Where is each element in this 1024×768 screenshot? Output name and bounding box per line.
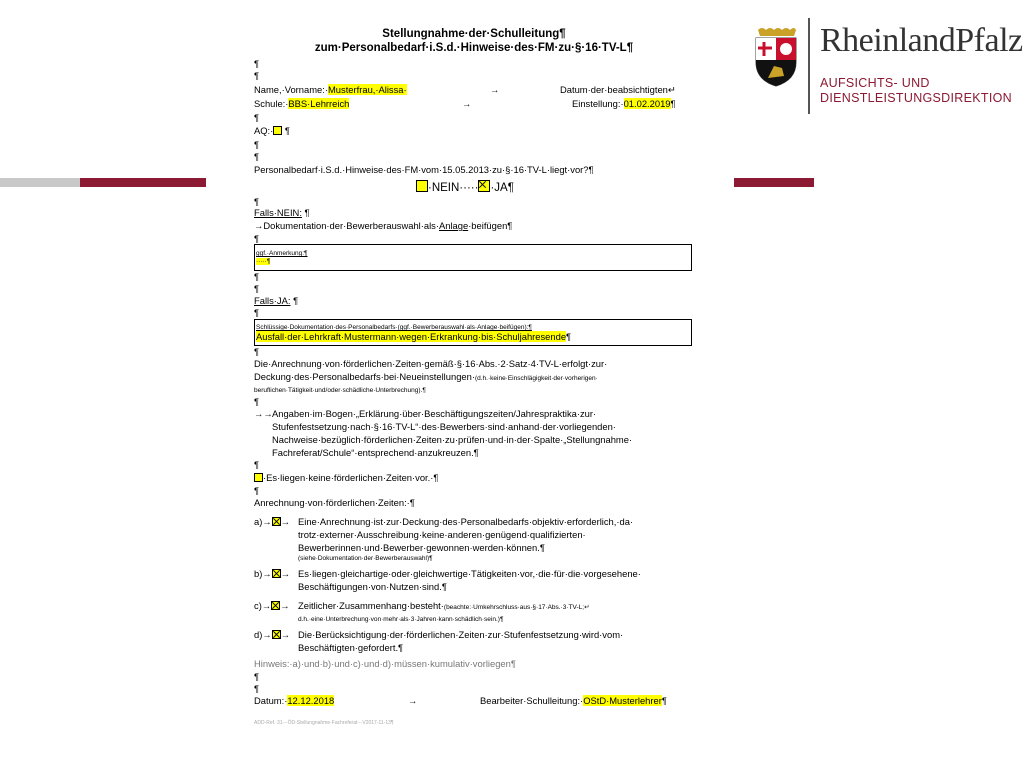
aq-row bbox=[254, 125, 290, 137]
hinweis-text: Hinweis:·a)·und·b)·und·c)·und·d)·müssen·kumulativ·vorliegen¶ bbox=[254, 658, 516, 669]
tab-arrow: → bbox=[490, 84, 500, 95]
item-d-line2: Beschäftigten·gefordert.¶ bbox=[298, 642, 404, 653]
anrechnung-line2-text: Deckung·des·Personalbedarfs·bei·Neueinstellungen· bbox=[254, 371, 475, 382]
schule-row bbox=[254, 98, 349, 110]
datum-row bbox=[254, 695, 334, 707]
bearbeiter-value[interactable]: OStD·Musterlehrer bbox=[583, 695, 662, 706]
coat-of-arms-icon bbox=[752, 26, 800, 88]
anmerkung-placeholder: ·····¶ bbox=[256, 258, 271, 265]
item-d-marker bbox=[254, 629, 290, 641]
pilcrow: ¶ bbox=[661, 695, 667, 706]
pilcrow: ¶ bbox=[254, 196, 260, 207]
item-a-line1: Eine·Anrechnung·ist·zur·Deckung·des·Personalbedarfs·objektiv·erforderlich,·da· bbox=[298, 516, 634, 527]
logo-rheinland-pfalz bbox=[752, 18, 1023, 118]
arrow-icon: → bbox=[280, 600, 290, 611]
ja-label: ·JA¶ bbox=[490, 182, 514, 194]
item-d-checkbox[interactable] bbox=[272, 630, 281, 639]
doku-text: Dokumentation·der·Bewerberauswahl·als· bbox=[263, 220, 439, 231]
beifuegen-text: ·beifügen¶ bbox=[468, 220, 513, 231]
ausfall-text: Ausfall·der·Lehrkraft·Mustermann·wegen·Erkrankung·bis·Schuljahresende bbox=[256, 331, 567, 342]
item-a-line3: Bewerberinnen·und·Bewerber·gewonnen·werden·können.¶ bbox=[298, 542, 545, 553]
keine-text: ·Es·liegen·keine·förderlichen·Zeiten·vor.·¶ bbox=[263, 472, 439, 483]
pilcrow: ¶ bbox=[254, 233, 260, 244]
dokumentation-label: Schlüssige·Dokumentation·des·Personalbedarfs·(ggf.·Bewerberauswahl·als·Anlage·beifügen):¶ bbox=[256, 324, 532, 331]
item-b-label: b) bbox=[254, 568, 263, 579]
tab-arrow: → bbox=[462, 98, 472, 109]
einstellung-value[interactable]: 01.02.2019 bbox=[623, 98, 671, 109]
doc-title-line1: Stellungnahme·der·Schulleitung¶ bbox=[382, 28, 566, 40]
logo-subtitle-line1: AUFSICHTS- UND bbox=[820, 76, 930, 90]
logo-wordmark: RheinlandPfalz bbox=[820, 22, 1023, 59]
doc-title-line2: zum·Personalbedarf·i.S.d.·Hinweise·des·FM·zu·§·16·TV-L¶ bbox=[314, 42, 634, 54]
keine-checkbox[interactable] bbox=[254, 473, 263, 482]
pilcrow: ¶ bbox=[254, 70, 260, 81]
arrow-icon: → bbox=[262, 516, 272, 527]
arrow-icon: → bbox=[263, 408, 273, 419]
item-a-label: a) bbox=[254, 516, 263, 527]
einstellung-label: Einstellung:· bbox=[572, 98, 624, 109]
item-a-marker bbox=[254, 516, 290, 528]
logo-divider bbox=[808, 18, 810, 114]
item-a-line4: (siehe·Dokumentation·der·Bewerberauswahl)¶ bbox=[298, 555, 433, 562]
schule-label: Schule:· bbox=[254, 98, 289, 109]
decor-bar-grey bbox=[0, 178, 80, 187]
anmerkung-box[interactable] bbox=[254, 244, 692, 271]
item-c-small: (beachte:·Umkehrschluss·aus·§·17·Abs.·3·TV-L;↵ bbox=[443, 604, 590, 611]
anlage-text: Anlage bbox=[438, 220, 469, 231]
anrechnung-line2-small: (d.h.·keine·Einschlägigkeit·der·vorherigen· bbox=[474, 375, 598, 382]
item-d-label: d) bbox=[254, 629, 263, 640]
item-a-line2: trotz·externer·Ausschreibung·keine·anderen·genügend·qualifizierten· bbox=[298, 529, 586, 540]
name-label: Name,·Vorname:· bbox=[254, 84, 328, 95]
arrow-icon: → bbox=[280, 516, 291, 527]
ja-checkbox[interactable] bbox=[478, 180, 490, 192]
item-c-text: Zeitlicher·Zusammenhang·besteht· bbox=[298, 600, 444, 611]
item-d-line1: Die·Berücksichtigung·der·förderlichen·Zeiten·zur·Stufenfestsetzung·wird·vom· bbox=[298, 629, 624, 640]
item-b-line2: Beschäftigungen·von·Nutzen·sind.¶ bbox=[298, 581, 447, 592]
arrow-icon: → bbox=[280, 568, 291, 579]
nein-checkbox[interactable] bbox=[416, 180, 428, 192]
pilcrow: ¶ bbox=[254, 58, 260, 69]
aq-label: AQ:· bbox=[254, 125, 274, 136]
pilcrow: ¶ bbox=[566, 331, 572, 342]
pilcrow: ¶ bbox=[254, 112, 260, 123]
angaben-line2: Stufenfestsetzung·nach·§·16·TV-L“·des·Bewerbers·sind·anhand·der·vorliegenden· bbox=[272, 421, 616, 432]
item-b-marker bbox=[254, 568, 290, 580]
item-c-label: c) bbox=[254, 600, 262, 611]
pilcrow: ¶ bbox=[254, 459, 260, 470]
pilcrow: ¶ bbox=[254, 396, 260, 407]
personalbedarf-question: Personalbedarf·i.S.d.·Hinweise·des·FM·vom·15.05.2013·zu·§·16·TV-L·liegt·vor?¶ bbox=[254, 164, 594, 175]
name-row bbox=[254, 84, 407, 96]
pilcrow: ¶ bbox=[254, 271, 260, 282]
arrow-icon: → bbox=[254, 408, 264, 419]
arrow-icon: → bbox=[254, 220, 264, 231]
bearbeiter-label: Bearbeiter·Schulleitung:· bbox=[480, 695, 584, 706]
datum-label: Datum·der·beabsichtigten↵ bbox=[560, 84, 676, 95]
pilcrow: ¶ bbox=[254, 307, 260, 318]
anrechnung-line1: Die·Anrechnung·von·förderlichen·Zeiten·gemäß·§·16·Abs.·2·Satz·4·TV-L·erfolgt·zur· bbox=[254, 358, 608, 369]
pilcrow: ¶ bbox=[254, 485, 260, 496]
angaben-line4: Fachreferat/Schule“·entsprechend·anzukreuzen.¶ bbox=[272, 447, 479, 458]
datum-value[interactable]: 12.12.2018 bbox=[287, 695, 335, 706]
keine-row bbox=[254, 472, 438, 484]
pilcrow: ¶ bbox=[293, 295, 299, 306]
logo-subtitle bbox=[820, 76, 1012, 106]
pilcrow: ¶ bbox=[304, 207, 310, 218]
angaben-arrow bbox=[254, 408, 273, 420]
schule-value[interactable]: BBS·Lehrreich bbox=[288, 98, 350, 109]
item-c-line1 bbox=[298, 600, 590, 614]
logo-subtitle-line2: DIENSTLEISTUNGSDIREKTION bbox=[820, 91, 1012, 105]
item-c-line2: d.h.·eine·Unterbrechung·von·mehr·als·3·Jahren·kann·schädlich·sein.)¶ bbox=[298, 616, 504, 623]
decor-bar-red-left bbox=[80, 178, 206, 187]
anrechnung-von-heading: Anrechnung·von·förderlichen·Zeiten:·¶ bbox=[254, 497, 415, 508]
nein-ja-row bbox=[416, 180, 514, 194]
pilcrow: ¶ bbox=[254, 139, 260, 150]
item-a-checkbox[interactable] bbox=[272, 517, 281, 526]
pilcrow: ¶ bbox=[254, 151, 260, 162]
anrechnung-line2 bbox=[254, 371, 598, 385]
dokumentation-value[interactable] bbox=[256, 331, 571, 343]
angaben-line1: Angaben·im·Bogen·„Erklärung·über·Beschäftigungszeiten/Jahrespraktika·zur· bbox=[272, 408, 597, 419]
item-b-line1: Es·liegen·gleichartige·oder·gleichwertige·Tätigkeiten·vor,·die·für·die·vorgesehene· bbox=[298, 568, 641, 579]
tab-arrow: → bbox=[408, 695, 418, 706]
anmerkung-label: ggf.·Anmerkung:¶ bbox=[256, 250, 308, 257]
anmerkung-value[interactable] bbox=[256, 256, 270, 268]
document-footer: ADD·Ref.·31·-·ÖD-Stellungnahme·Fachreferat·-·V2017-11-13¶ bbox=[254, 720, 394, 726]
arrow-icon: → bbox=[262, 629, 272, 640]
falls-ja-row bbox=[254, 295, 298, 307]
name-value[interactable]: Musterfrau,·Alissa· bbox=[327, 84, 407, 95]
falls-nein-row bbox=[254, 207, 310, 219]
anrechnung-line3: beruflichen·Tätigkeit·und/oder·schädliche·Unterbrechung).¶ bbox=[254, 387, 426, 394]
falls-nein-heading: Falls·NEIN: bbox=[254, 207, 302, 218]
pilcrow: ¶ bbox=[254, 346, 260, 357]
bearbeiter-row bbox=[480, 695, 667, 707]
doku-row bbox=[254, 220, 512, 232]
pilcrow: ¶ bbox=[254, 671, 260, 682]
falls-ja-heading: Falls·JA: bbox=[254, 295, 291, 306]
arrow-icon: → bbox=[280, 629, 291, 640]
nein-label: ·NEIN····· bbox=[428, 182, 479, 194]
item-b-checkbox[interactable] bbox=[272, 569, 281, 578]
arrow-icon: → bbox=[261, 600, 272, 611]
angaben-line3: Nachweise·bezüglich·förderlichen·Zeiten·zu·prüfen·und·in·der·Spalte·„Stellungnahme· bbox=[272, 434, 633, 445]
pilcrow: ¶ bbox=[254, 283, 260, 294]
decor-bar-red-right bbox=[734, 178, 814, 187]
datum-label-bottom: Datum:· bbox=[254, 695, 288, 706]
pilcrow: ¶ bbox=[284, 125, 290, 136]
aq-checkbox[interactable] bbox=[273, 126, 282, 135]
pilcrow: ¶ bbox=[254, 683, 260, 694]
item-c-marker bbox=[254, 600, 290, 612]
pilcrow: ¶ bbox=[670, 98, 676, 109]
arrow-icon: → bbox=[262, 568, 272, 579]
einstellung-row bbox=[572, 98, 676, 110]
item-c-checkbox[interactable] bbox=[271, 601, 280, 610]
